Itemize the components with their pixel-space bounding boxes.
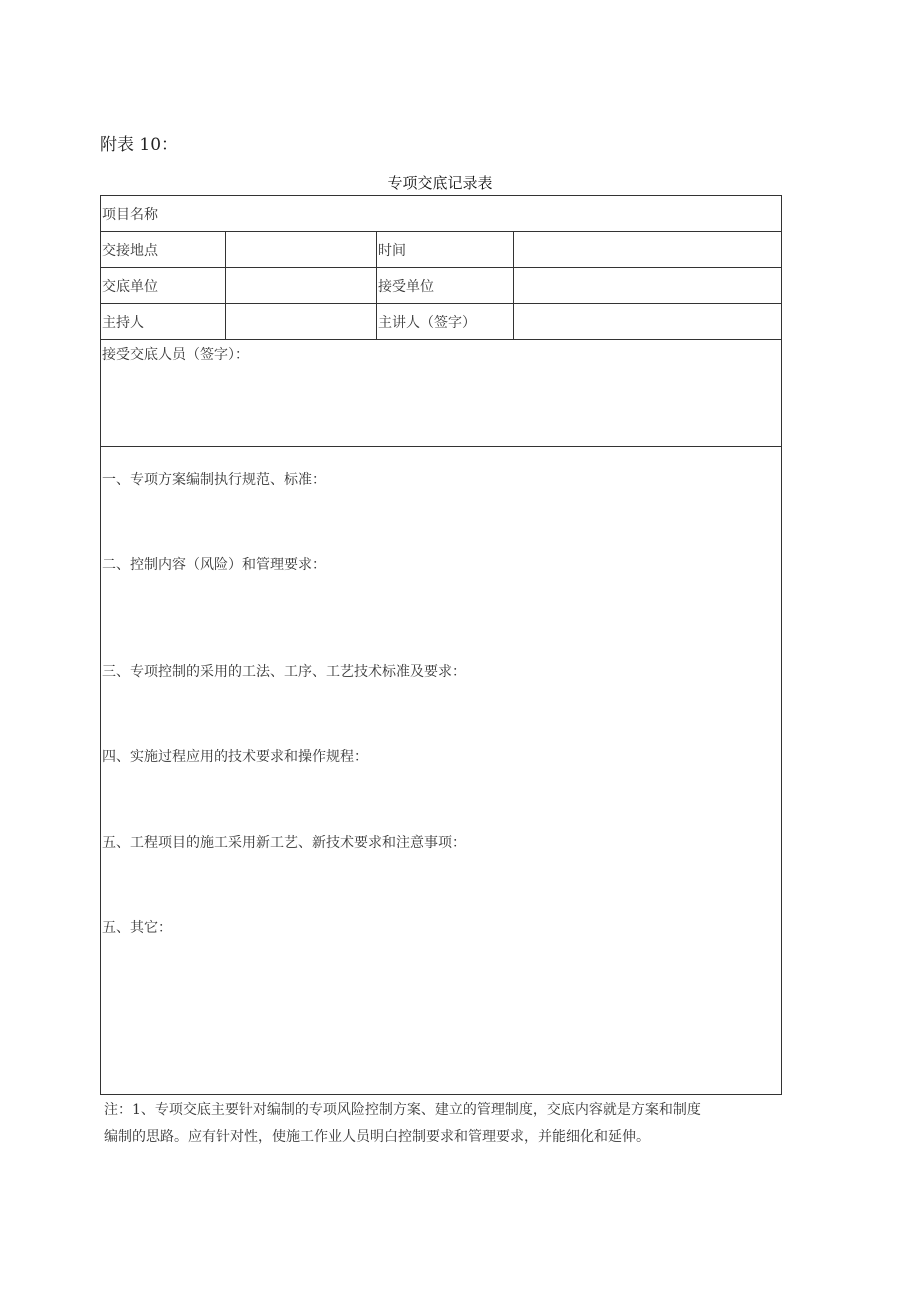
label-time: 时间 <box>377 232 514 268</box>
value-handover-unit[interactable] <box>226 268 377 304</box>
row-project-name <box>101 196 782 232</box>
row-receivers-sign <box>101 340 782 447</box>
label-receiving-unit: 接受单位 <box>377 268 514 304</box>
receivers-sign-cell[interactable] <box>101 340 782 447</box>
footnote <box>104 1097 784 1151</box>
label-handover-place: 交接地点 <box>101 232 226 268</box>
section-standards: 一、专项方案编制执行规范、标准： <box>102 472 326 488</box>
footnote-line-2: 编制的思路。应有针对性，使施工作业人员明白控制要求和管理要求，并能细化和延伸。 <box>104 1129 650 1145</box>
row-handover-place <box>101 232 782 268</box>
section-methods: 三、专项控制的采用的工法、工序、工艺技术标准及要求： <box>102 664 466 680</box>
label-handover-unit: 交底单位 <box>101 268 226 304</box>
footnote-line-1: 注：1、专项交底主要针对编制的专项风险控制方案、建立的管理制度，交底内容就是方案和制度 <box>104 1102 701 1118</box>
label-speaker-sign: 主讲人（签字） <box>377 304 514 340</box>
record-table <box>100 195 782 1095</box>
section-new-technology: 五、工程项目的施工采用新工艺、新技术要求和注意事项： <box>102 835 466 851</box>
label-project-name: 项目名称 <box>101 196 782 232</box>
row-content <box>101 447 782 1095</box>
row-host <box>101 304 782 340</box>
label-host: 主持人 <box>101 304 226 340</box>
value-handover-place[interactable] <box>226 232 377 268</box>
appendix-label: 附表 10： <box>100 135 179 155</box>
value-host[interactable] <box>226 304 377 340</box>
content-cell[interactable] <box>101 447 782 1095</box>
label-receivers-sign: 接受交底人员（签字）： <box>102 347 249 363</box>
value-speaker-sign[interactable] <box>514 304 782 340</box>
value-time[interactable] <box>514 232 782 268</box>
row-handover-unit <box>101 268 782 304</box>
section-other: 五、其它： <box>102 920 172 936</box>
value-receiving-unit[interactable] <box>514 268 782 304</box>
section-technical-requirements: 四、实施过程应用的技术要求和操作规程： <box>102 749 368 765</box>
form-title: 专项交底记录表 <box>387 174 493 192</box>
section-control-content: 二、控制内容（风险）和管理要求： <box>102 557 326 573</box>
